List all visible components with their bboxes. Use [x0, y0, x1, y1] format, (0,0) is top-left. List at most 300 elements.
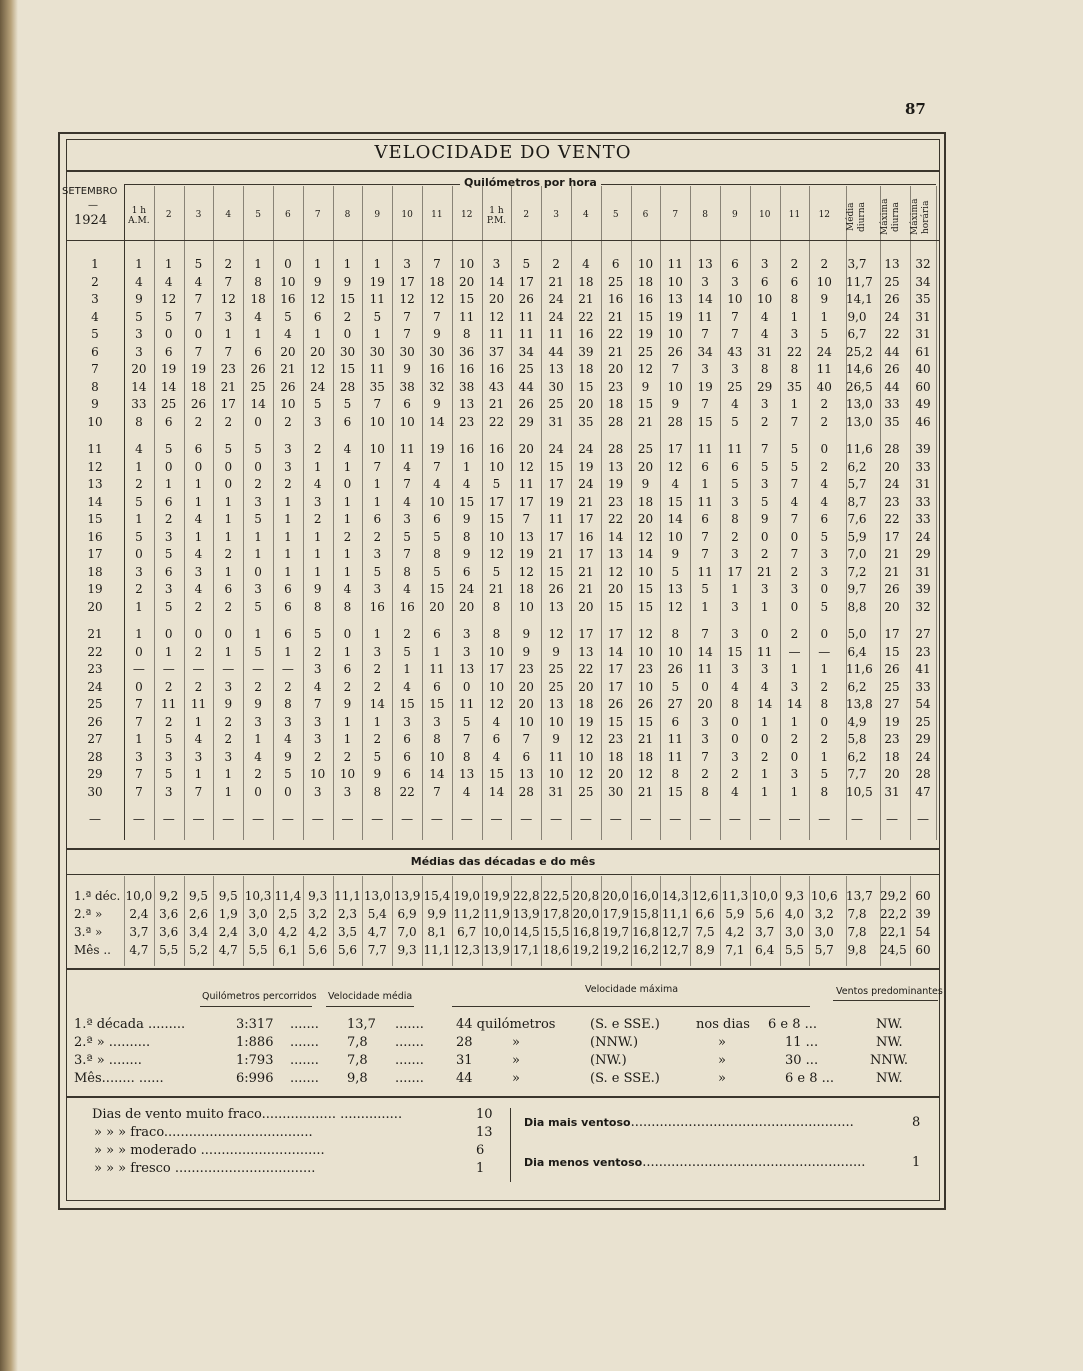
rule-mean [326, 1006, 414, 1007]
data-cell: 19 [578, 714, 594, 729]
summary-label: 1.ª década ......... [74, 1017, 186, 1032]
data-cell: 2 [373, 662, 382, 676]
data-cell: 7 [731, 309, 739, 324]
header-daily-mean: Média diurna [846, 202, 867, 232]
data-cell: 18 [578, 697, 594, 711]
summary-bottom-rule [66, 1096, 940, 1098]
data-cell: 23 [884, 494, 900, 509]
data-cell: 2 [135, 477, 143, 491]
data-cell: 44 [884, 344, 900, 359]
data-cell: 1 [284, 512, 292, 526]
data-cell: 20 [488, 292, 505, 306]
day-label: 12 [87, 459, 103, 474]
data-cell: 1 [373, 714, 382, 729]
data-cell: 6 [164, 494, 173, 509]
data-cell: 1 [194, 714, 203, 729]
data-cell: 0 [343, 327, 352, 341]
data-cell: 23 [459, 414, 475, 429]
data-cell: 26 [637, 697, 654, 711]
data-cell: 1 [224, 512, 233, 526]
mean-cell: 11,9 [483, 907, 510, 921]
data-cell: 35 [786, 379, 803, 394]
data-cell: — [371, 812, 384, 826]
data-cell: 7 [135, 697, 143, 711]
means-header-rule [66, 874, 940, 875]
hour-header-19: 7 [672, 210, 679, 220]
day-label: — [89, 812, 101, 826]
mean-cell: 11,1 [661, 907, 689, 921]
data-cell: 6,2 [847, 749, 867, 764]
data-cell: 17 [220, 397, 236, 411]
data-cell: 5 [790, 459, 799, 474]
data-cell: 27 [915, 627, 931, 641]
data-cell: 0 [224, 627, 233, 641]
mean-cell: 9,9 [427, 907, 447, 921]
data-cell: 16 [280, 292, 296, 306]
data-cell: — [818, 812, 831, 826]
data-cell: 15 [727, 644, 743, 659]
data-cell: 26 [518, 397, 534, 411]
data-cell: 17 [578, 627, 594, 641]
data-cell: — [430, 812, 443, 826]
data-cell: 1 [224, 767, 233, 781]
data-cell: 2 [164, 512, 173, 526]
mean-cell: 14,3 [661, 889, 689, 903]
data-cell: 22 [488, 414, 505, 429]
day-label: 14 [87, 494, 103, 509]
mean-cell: 5,6 [337, 943, 358, 957]
data-cell: 6 [433, 627, 441, 641]
data-cell: 10 [637, 679, 654, 694]
data-cell: 1 [313, 547, 322, 561]
hour-header-10: 10 [401, 210, 413, 220]
data-cell: 5 [373, 749, 382, 764]
mean-cell: 2,3 [337, 907, 358, 921]
rule-winds [833, 1000, 938, 1001]
data-cell: — [851, 812, 863, 826]
data-cell: 40 [816, 379, 832, 394]
data-cell: 0 [164, 459, 173, 474]
mean-cell: 13,7 [846, 889, 873, 903]
data-cell: 9,0 [847, 309, 867, 324]
data-cell: 8 [284, 697, 292, 711]
means-column-rule [124, 876, 125, 966]
book-binding-edge [0, 0, 18, 1371]
means-column-rule [660, 876, 661, 966]
data-cell: 39 [915, 442, 931, 456]
data-cell: 5 [254, 599, 262, 614]
data-cell: 9 [284, 749, 292, 764]
data-cell: 2 [284, 679, 292, 694]
data-cell: 14 [608, 529, 624, 544]
data-cell: 14,6 [846, 362, 873, 376]
data-cell: 1 [373, 477, 382, 491]
data-cell: 30 [608, 784, 624, 799]
data-cell: 7 [135, 784, 143, 799]
data-cell: 6 [701, 512, 709, 526]
data-cell: 25 [548, 662, 564, 676]
means-column-rule [392, 876, 393, 966]
data-cell: 32 [429, 379, 445, 394]
data-cell: 7,2 [847, 564, 867, 579]
summary-dir: (S. e SSE.) [590, 1017, 660, 1032]
page-title: VELOCIDADE DO VENTO [374, 142, 632, 163]
data-cell: 3 [731, 547, 739, 561]
hour-header-7: 7 [314, 210, 321, 220]
wind-day-count: 1 [476, 1161, 485, 1176]
data-cell: 20 [884, 459, 900, 474]
data-cell: 1 [373, 627, 382, 641]
means-column-rule [720, 876, 721, 966]
mean-cell: 19,9 [483, 889, 510, 903]
data-cell: 24 [816, 344, 832, 359]
data-cell: 10 [488, 679, 505, 694]
data-cell: 24 [578, 442, 594, 456]
data-cell: 12 [578, 732, 594, 746]
hour-header-21: 9 [732, 210, 738, 220]
data-cell: 26 [884, 292, 900, 306]
data-cell: 1 [313, 327, 322, 341]
mean-cell: 3,6 [159, 925, 179, 939]
data-cell: 8,8 [847, 599, 867, 614]
data-cell: 13 [518, 767, 534, 781]
data-cell: — [132, 812, 145, 826]
data-cell: 18 [578, 362, 594, 376]
data-cell: 4 [343, 582, 352, 596]
day-label: 30 [87, 784, 103, 799]
means-column-rule [243, 876, 244, 966]
data-cell: 17 [884, 529, 900, 544]
day-label: 16 [87, 529, 103, 544]
data-cell: 3 [373, 582, 382, 596]
mean-cell: 22,1 [880, 925, 907, 939]
header-mean: Velocidade média [328, 991, 413, 1002]
data-cell: 10 [488, 644, 505, 659]
mean-cell: 19,7 [602, 925, 630, 939]
summary-max: 44 [456, 1071, 473, 1086]
data-cell: 9 [254, 697, 262, 711]
data-cell: 4 [820, 494, 829, 509]
data-cell: 13 [697, 257, 713, 271]
summary-dots-1: ....... [290, 1053, 319, 1068]
data-cell: 3 [790, 327, 799, 341]
data-cell: 1 [343, 512, 352, 526]
data-cell: — [162, 662, 175, 676]
data-cell: 9 [433, 397, 441, 411]
data-cell: 3 [701, 274, 709, 289]
data-cell: 26 [548, 582, 564, 596]
bottom-divider [510, 1108, 511, 1182]
data-cell: 1 [254, 327, 262, 341]
data-cell: 1 [224, 644, 233, 659]
data-cell: 36 [459, 344, 475, 359]
data-cell: 5 [820, 327, 829, 341]
data-cell: 1 [343, 564, 352, 579]
data-cell: 5 [254, 644, 262, 659]
data-cell: 2 [820, 397, 829, 411]
mean-cell: 20,0 [602, 889, 630, 903]
data-cell: 24 [884, 477, 900, 491]
data-cell: 3 [313, 662, 322, 676]
year-label: 1924 [74, 213, 108, 228]
mean-cell: 11,2 [453, 907, 481, 921]
data-cell: 1 [135, 512, 143, 526]
hour-header-22: 10 [758, 210, 771, 220]
data-cell: 14 [697, 644, 713, 659]
data-cell: 17 [548, 477, 564, 491]
data-cell: 5 [760, 459, 769, 474]
data-cell: 18 [608, 749, 624, 764]
data-cell: 16 [399, 599, 415, 614]
data-cell: 9 [433, 327, 441, 341]
data-cell: 6 [611, 257, 620, 271]
data-cell: 12 [637, 529, 654, 544]
data-cell: — [252, 662, 265, 676]
data-cell: 1 [701, 599, 709, 614]
data-cell: 26 [884, 582, 900, 596]
data-cell: 4 [462, 477, 471, 491]
data-cell: 14 [369, 697, 385, 711]
data-cell: 3 [224, 309, 233, 324]
data-cell: — [609, 812, 622, 826]
data-cell: 21 [548, 547, 564, 561]
data-cell: 0 [224, 459, 233, 474]
data-cell: 2 [224, 547, 233, 561]
data-cell: 10 [667, 529, 683, 544]
data-cell: 3 [284, 459, 292, 474]
data-cell: 2 [731, 529, 739, 544]
data-cell: 12 [310, 362, 326, 376]
data-cell: 3 [313, 714, 322, 729]
data-cell: 6 [731, 257, 739, 271]
data-cell: 15 [488, 512, 505, 526]
mean-cell: 7,8 [847, 907, 867, 921]
mean-cell: 5,6 [755, 907, 775, 921]
data-cell: 4 [403, 679, 411, 694]
data-cell: 7 [522, 732, 531, 746]
data-cell: 4 [820, 477, 829, 491]
data-cell: 1 [790, 714, 799, 729]
data-cell: 3 [790, 582, 799, 596]
data-cell: — [460, 812, 473, 826]
data-cell: 5 [254, 512, 262, 526]
data-cell: 5 [492, 564, 501, 579]
data-cell: 17 [518, 274, 534, 289]
mean-cell: 10,0 [125, 889, 153, 903]
data-cell: 2 [790, 257, 799, 271]
data-cell: 3 [701, 714, 709, 729]
data-cell: 9 [760, 512, 769, 526]
data-cell: 3 [731, 599, 739, 614]
data-cell: 9 [641, 477, 650, 491]
data-cell: — [192, 662, 205, 676]
data-cell: 15 [339, 292, 356, 306]
means-column-rule [690, 876, 691, 966]
mean-cell: 2,5 [278, 907, 298, 921]
data-cell: 3 [373, 547, 382, 561]
data-cell: 17 [488, 662, 505, 676]
data-cell: 1 [462, 459, 471, 474]
calmest-day-row [524, 1154, 865, 1171]
data-cell: 16 [578, 327, 594, 341]
data-cell: 6 [731, 459, 739, 474]
data-cell: 30 [369, 344, 385, 359]
data-cell: 22 [578, 309, 594, 324]
summary-days: 30 ... [785, 1053, 819, 1068]
data-cell: 8 [790, 292, 799, 306]
data-cell: 20 [697, 697, 713, 711]
data-cell: 1 [373, 494, 382, 509]
mean-cell: 19,2 [572, 943, 600, 957]
means-column-rule [303, 876, 304, 966]
data-cell: 1 [194, 494, 203, 509]
data-cell: 10 [667, 327, 683, 341]
data-cell: 2 [343, 679, 352, 694]
data-cell: 15 [637, 714, 654, 729]
data-cell: 35 [915, 292, 931, 306]
data-cell: 9 [135, 292, 143, 306]
data-cell: 33 [131, 397, 147, 411]
data-cell: 25 [637, 344, 654, 359]
data-cell: 1 [343, 547, 352, 561]
data-cell: 7 [433, 459, 441, 474]
data-cell: 1 [790, 397, 799, 411]
data-cell: 6 [671, 714, 680, 729]
data-cell: 13 [548, 362, 564, 376]
data-cell: 1 [760, 767, 769, 781]
data-cell: 1 [343, 257, 352, 271]
mean-cell: 10,3 [244, 889, 272, 903]
data-cell: 1 [164, 644, 173, 659]
mean-row-label: 2.ª » [74, 907, 103, 921]
hour-header-17: 5 [612, 210, 619, 220]
data-cell: 7,0 [847, 547, 867, 561]
data-cell: 1 [135, 732, 143, 746]
calmest-value: 1 [912, 1155, 921, 1170]
data-cell: 10 [727, 292, 743, 306]
hour-header-15: 3 [553, 210, 559, 220]
data-cell: 3 [254, 494, 262, 509]
hour-header-13: 1 h P.M. [486, 206, 507, 226]
data-cell: 7 [194, 344, 203, 359]
data-cell: 10 [429, 749, 445, 764]
data-cell: 11 [548, 512, 564, 526]
data-cell: 7 [403, 309, 411, 324]
data-cell: 11 [190, 697, 207, 711]
data-cell: 26 [608, 697, 624, 711]
data-cell: 1 [164, 477, 173, 491]
day-label: 10 [87, 414, 103, 429]
data-cell: 26 [667, 662, 683, 676]
day-label: 29 [87, 767, 103, 781]
data-cell: 14 [757, 697, 773, 711]
data-cell: 1 [343, 644, 352, 659]
data-cell: 1 [790, 309, 799, 324]
data-cell: — [917, 812, 929, 826]
data-cell: 20 [637, 459, 654, 474]
data-cell: 9,7 [847, 582, 867, 596]
data-cell: 4 [731, 397, 739, 411]
hour-header-2: 2 [165, 210, 172, 220]
data-cell: 7 [731, 327, 739, 341]
data-cell: 18 [578, 274, 594, 289]
data-cell: 13 [608, 547, 624, 561]
windiest-day-row [524, 1114, 854, 1131]
data-cell: 3 [135, 344, 143, 359]
data-cell: 11 [429, 662, 445, 676]
day-label: 18 [87, 564, 103, 579]
rule-km [200, 1006, 312, 1007]
data-cell: 25 [884, 274, 900, 289]
data-cell: 1 [820, 662, 829, 676]
summary-mean: 13,7 [347, 1017, 376, 1032]
data-cell: 7 [522, 512, 531, 526]
data-cell: 5 [135, 309, 143, 324]
data-cell: 2 [820, 257, 829, 271]
data-cell: 14 [488, 274, 505, 289]
hour-header-5: 5 [255, 210, 261, 220]
data-cell: 5 [731, 414, 739, 429]
data-cell: 13,0 [846, 414, 873, 429]
data-cell: 2 [820, 679, 829, 694]
data-cell: 7 [194, 292, 203, 306]
data-cell: 8 [462, 327, 471, 341]
wind-day-label: » » » fresco .................................. [94, 1161, 316, 1176]
data-cell: 8 [820, 697, 829, 711]
data-cell: 13 [459, 662, 475, 676]
data-cell: 3 [820, 564, 829, 579]
data-cell: 12 [548, 627, 564, 641]
data-cell: 2 [194, 414, 203, 429]
data-cell: 39 [915, 582, 931, 596]
data-cell: 19 [884, 714, 900, 729]
data-cell: 7 [701, 397, 709, 411]
data-cell: 3 [284, 442, 292, 456]
data-cell: 6 [820, 512, 829, 526]
data-cell: 7 [433, 257, 441, 271]
data-cell: 25 [727, 379, 743, 394]
mean-cell: 20,8 [572, 889, 600, 903]
data-cell: 24 [548, 292, 564, 306]
data-cell: 20 [459, 599, 475, 614]
data-cell: 60 [915, 379, 931, 394]
data-cell: 8 [731, 697, 739, 711]
data-cell: 14 [697, 292, 713, 306]
data-cell: 2 [373, 529, 382, 544]
mean-cell: 16,2 [632, 943, 659, 957]
data-cell: 10 [369, 442, 385, 456]
data-cell: 26 [518, 292, 534, 306]
data-cell: 6 [343, 662, 352, 676]
mean-cell: 10,0 [751, 889, 779, 903]
data-cell: 4 [164, 274, 173, 289]
data-cell: — [311, 812, 324, 826]
data-cell: 26 [884, 362, 900, 376]
hour-header-4: 4 [225, 210, 232, 220]
data-cell: 15 [637, 582, 654, 596]
data-cell: 5 [433, 529, 441, 544]
data-cell: 17 [608, 662, 624, 676]
data-cell: 8 [671, 767, 680, 781]
data-cell: 16 [637, 292, 654, 306]
data-cell: 3 [760, 662, 769, 676]
data-cell: 0 [194, 627, 203, 641]
day-label: 20 [87, 599, 103, 614]
data-cell: 4 [492, 749, 501, 764]
mean-cell: 15,4 [423, 889, 451, 903]
data-cell: 14 [131, 379, 147, 394]
data-cell: — [222, 812, 235, 826]
